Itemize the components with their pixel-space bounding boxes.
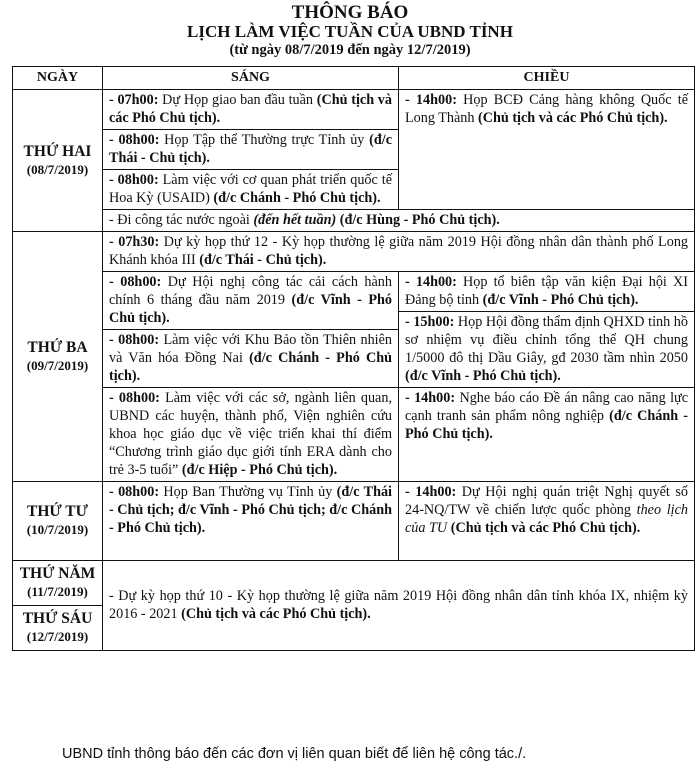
thursday-day [13,561,103,606]
list-item: - 07h00: Dự Họp giao ban đầu tuần (Chủ tịch và các Phó Chủ tịch). [103,90,398,130]
list-item: - 08h00: Làm việc với các sở, ngành liên quan, UBND các huyện, thành phố, Viện nghiên cứu khoa học giáo dục về việc triển khai thí điểm “Chương trình giáo dục giới tính ERA dành cho trẻ 3-5 tuổi” (đ/c Hiệp - Phó Chủ tịch). [109,390,392,478]
thursday-row [13,561,695,606]
list-item: - 14h00: Dự Hội nghị quán triệt Nghị quyết số 24-NQ/TW về chiến lược quốc phòng theo lịch của TU (Chủ tịch và các Phó Chủ tịch). [405,484,689,536]
list-item: - 07h30: Dự kỳ họp thứ 12 - Kỳ họp thường lệ giữa năm 2019 Hội đồng nhân dân thành phố Long Khánh khóa III (đ/c Thái - Chủ tịch). [109,234,689,268]
thu-fri-content [103,561,695,651]
wednesday-afternoon [399,482,695,561]
list-item: - 08h00: Làm việc với cơ quan phát triển quốc tế Hoa Kỳ (USAID) (đ/c Chánh - Phó Chủ tịch). [109,172,392,206]
list-item: - Dự kỳ họp thứ 10 - Kỳ họp thường lệ giữa năm 2019 Hội đồng nhân dân tỉnh khóa IX, nhiệm kỳ 2016 - 2021 (Chủ tịch và các Phó Chủ tịch). [109,588,688,622]
schedule-table [12,66,695,651]
day-name: THỨ SÁU [22,610,93,627]
monday-afternoon [399,90,695,210]
day-date: (12/7/2019) [26,629,89,644]
col-afternoon: CHIỀU [399,67,695,90]
monday-full [103,210,695,232]
friday-day [13,606,103,651]
list-item: - Đi công tác nước ngoài (đến hết tuần) (đ/c Hùng - Phó Chủ tịch). [109,212,500,228]
day-name: THỨ BA [27,338,88,356]
day-name: THỨ TƯ [26,503,88,520]
header-row [13,67,695,90]
wednesday-day [13,482,103,561]
list-item: - 08h00: Họp Tập thể Thường trực Tỉnh ủy (đ/c Thái - Chủ tịch). [103,130,398,170]
tuesday-row [13,272,695,482]
wednesday-row [13,482,695,561]
day-date: (11/7/2019) [27,584,88,599]
list-item: - 08h00: Dự Hội nghị công tác cải cách hành chính 6 tháng đầu năm 2019 (đ/c Vĩnh - Phó Chủ tịch). [103,272,398,330]
monday-full-row [13,210,695,232]
list-item: - 15h00: Họp Hội đồng thẩm định QHXD tỉnh hồ sơ nhiệm vụ điều chỉnh tổng thể QH chung 1/5000 đô thị Dầu Giây, gđ 2030 tầm nhìn 2050 (đ/c Vĩnh - Phó Chủ tịch). [399,312,694,388]
day-date: (09/7/2019) [26,357,89,373]
monday-morning [103,90,399,210]
list-item: - 08h00: Họp Ban Thường vụ Tỉnh ủy (đ/c Thái - Chủ tịch; đ/c Vĩnh - Phó Chủ tịch; đ/c Chánh - Phó Chủ tịch). [109,484,392,536]
day-name: THỨ NĂM [19,565,96,582]
monday-day [13,90,103,232]
tuesday-morning [103,272,399,482]
footer-note: UBND tỉnh thông báo đến các đơn vị liên quan biết để liên hệ công tác./. [62,746,527,762]
day-date: (08/7/2019) [26,161,89,177]
tuesday-day [13,232,103,482]
list-item: - 14h00: Họp tổ biên tập văn kiện Đại hội XI Đảng bộ tỉnh (đ/c Vĩnh - Phó Chủ tịch). [399,272,694,312]
tuesday-afternoon [399,272,695,482]
wednesday-morning [103,482,399,561]
date-range: (từ ngày 08/7/2019 đến ngày 12/7/2019) [229,42,471,58]
col-day: NGÀY [13,67,103,90]
day-name: THỨ HAI [23,142,92,160]
col-morning: SÁNG [103,67,399,90]
list-item: - 14h00: Nghe báo cáo Đề án nâng cao năng lực cạnh tranh sản phẩm nông nghiệp (đ/c Chánh - Phó Chủ tịch). [405,390,688,442]
day-date: (10/7/2019) [26,522,89,537]
list-item: - 08h00: Làm việc với Khu Bảo tồn Thiên nhiên và Văn hóa Đồng Nai (đ/c Chánh - Phó Chủ tịch). [103,330,398,388]
monday-row [13,90,695,210]
tuesday-full [103,232,695,272]
notice-title: THÔNG BÁO [291,2,409,23]
tuesday-full-row [13,232,695,272]
list-item: - 14h00: Họp BCĐ Cảng hàng không Quốc tế Long Thành (Chủ tịch và các Phó Chủ tịch). [405,92,688,126]
notice-subtitle: LỊCH LÀM VIỆC TUẦN CỦA UBND TỈNH [187,22,513,41]
